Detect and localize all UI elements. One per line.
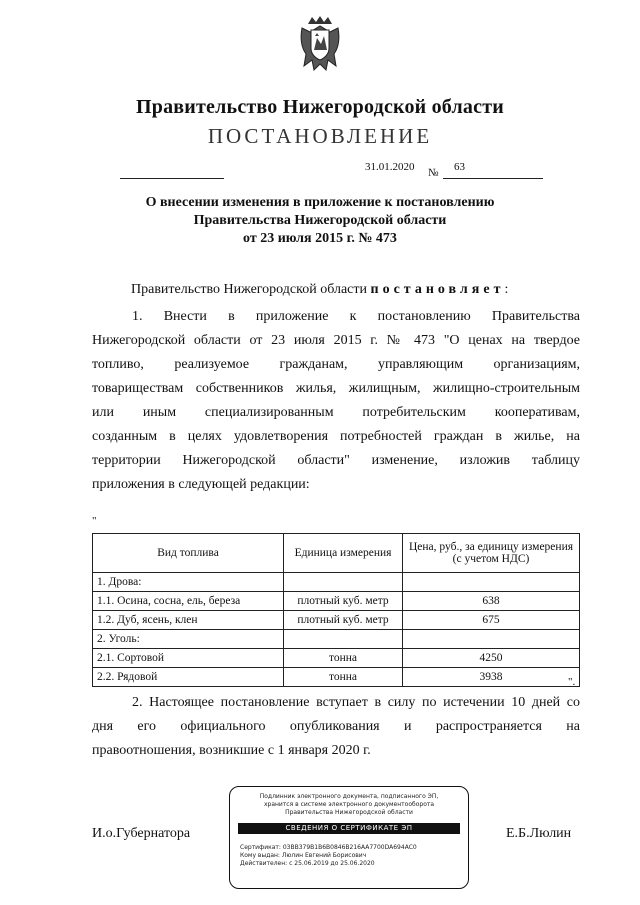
table-header-row xyxy=(93,534,580,573)
paragraph-line: дня его официального опубликования и распространяется на xyxy=(92,719,580,734)
table-row xyxy=(93,611,580,630)
signatory-name: Е.Б.Люлин xyxy=(506,826,572,841)
table-header-cell: Вид топлива xyxy=(93,534,284,573)
stamp-certificate-info xyxy=(240,844,468,868)
stamp-cert-validity: Действителен: с 25.06.2019 до 25.06.2020 xyxy=(240,860,375,867)
intro-paragraph xyxy=(131,278,551,302)
stamp-notice xyxy=(230,793,468,817)
table-cell: 2.2. Рядовой xyxy=(93,668,284,687)
paragraph-1 xyxy=(92,305,580,497)
table-header-cell: Цена, руб., за единицу измерения (с учетом НДС) xyxy=(403,534,580,573)
table-row xyxy=(93,630,580,649)
document-type: ПОСТАНОВЛЕНИЕ xyxy=(207,124,433,148)
heading-line: от 23 июля 2015 г. № 473 xyxy=(243,231,397,246)
intro-text: Правительство Нижегородской области xyxy=(131,282,371,297)
stamp-cert-serial: Сертификат: 03BB379B1B6B0846B216AA7700DA694AC0 xyxy=(240,844,417,851)
table-cell xyxy=(403,630,580,649)
paragraph-line: территории Нижегородской области" изменение, изложив таблицу xyxy=(92,453,580,468)
stamp-notice-line: хранится в системе электронного документооборота xyxy=(263,801,435,808)
intro-decree-word: постановляет xyxy=(370,282,505,297)
table-cell: 675 xyxy=(403,611,580,630)
stamp-notice-line: Подлинник электронного документа, подписанного ЭП, xyxy=(259,793,439,800)
paragraph-2 xyxy=(92,691,580,763)
number-sign: № xyxy=(428,167,439,179)
table-cell: 2.1. Сортовой xyxy=(93,649,284,668)
paragraph-line: созданным в целях удовлетворения потребностей граждан в жилье, на xyxy=(92,429,580,444)
table-cell xyxy=(403,573,580,592)
stamp-cert-owner: Кому выдан: Люлин Евгений Борисович xyxy=(240,852,367,859)
table-cell: 1. Дрова: xyxy=(93,573,284,592)
left-blank-line xyxy=(120,178,224,179)
table-row xyxy=(93,592,580,611)
close-quote: ". xyxy=(568,676,576,688)
paragraph-line: Нижегородской области от 23 июля 2015 г. № 473 "О ценах на твердое xyxy=(92,333,580,348)
table-cell: 1.1. Осина, сосна, ель, береза xyxy=(93,592,284,611)
document-date: 31.01.2020 xyxy=(365,161,415,173)
paragraph-line: правоотношения, возникшие с 1 января 2020 г. xyxy=(92,743,371,758)
stamp-certificate-title: СВЕДЕНИЯ О СЕРТИФИКАТЕ ЭП xyxy=(238,823,460,834)
paragraph-line: 2. Настоящее постановление вступает в силу по истечении 10 дней со xyxy=(132,695,580,710)
paragraph-line: топливо, реализуемое гражданам, управляющим организациям, xyxy=(92,357,580,372)
table-row xyxy=(93,649,580,668)
table-cell xyxy=(284,573,403,592)
paragraph-line: приложения в следующей редакции: xyxy=(92,477,310,492)
document-heading xyxy=(120,194,520,248)
table-cell: 1.2. Дуб, ясень, клен xyxy=(93,611,284,630)
paragraph-line: 1. Внести в приложение к постановлению Правительства xyxy=(132,309,580,324)
fuel-price-table xyxy=(92,533,580,687)
document-number: 63 xyxy=(454,161,465,173)
table-cell: 3938 xyxy=(403,668,580,687)
table-cell: плотный куб. метр xyxy=(284,592,403,611)
stamp-notice-line: Правительства Нижегородской области xyxy=(285,809,413,816)
number-line xyxy=(443,178,543,179)
heading-line: О внесении изменения в приложение к постановлению xyxy=(145,195,495,210)
open-quote: " xyxy=(92,515,97,527)
table-cell: 2. Уголь: xyxy=(93,630,284,649)
table-header-cell: Единица измерения xyxy=(284,534,403,573)
table-row xyxy=(93,668,580,687)
intro-colon: : xyxy=(504,282,509,297)
paragraph-line: товариществам собственников жилья, жилищным, жилищно-строительным xyxy=(92,381,580,396)
e-signature-stamp xyxy=(229,786,469,889)
coat-of-arms-icon xyxy=(298,14,342,74)
table-cell: 4250 xyxy=(403,649,580,668)
paragraph-line: или иным специализированным потребительским кооперативам, xyxy=(92,405,580,420)
heading-line: Правительства Нижегородской области xyxy=(193,213,447,228)
table-cell: тонна xyxy=(284,649,403,668)
government-title: Правительство Нижегородской области xyxy=(136,96,504,118)
table-row xyxy=(93,573,580,592)
signatory-role: И.о.Губернатора xyxy=(92,826,191,841)
table-cell: плотный куб. метр xyxy=(284,611,403,630)
table-cell: тонна xyxy=(284,668,403,687)
table-cell: 638 xyxy=(403,592,580,611)
table-cell xyxy=(284,630,403,649)
